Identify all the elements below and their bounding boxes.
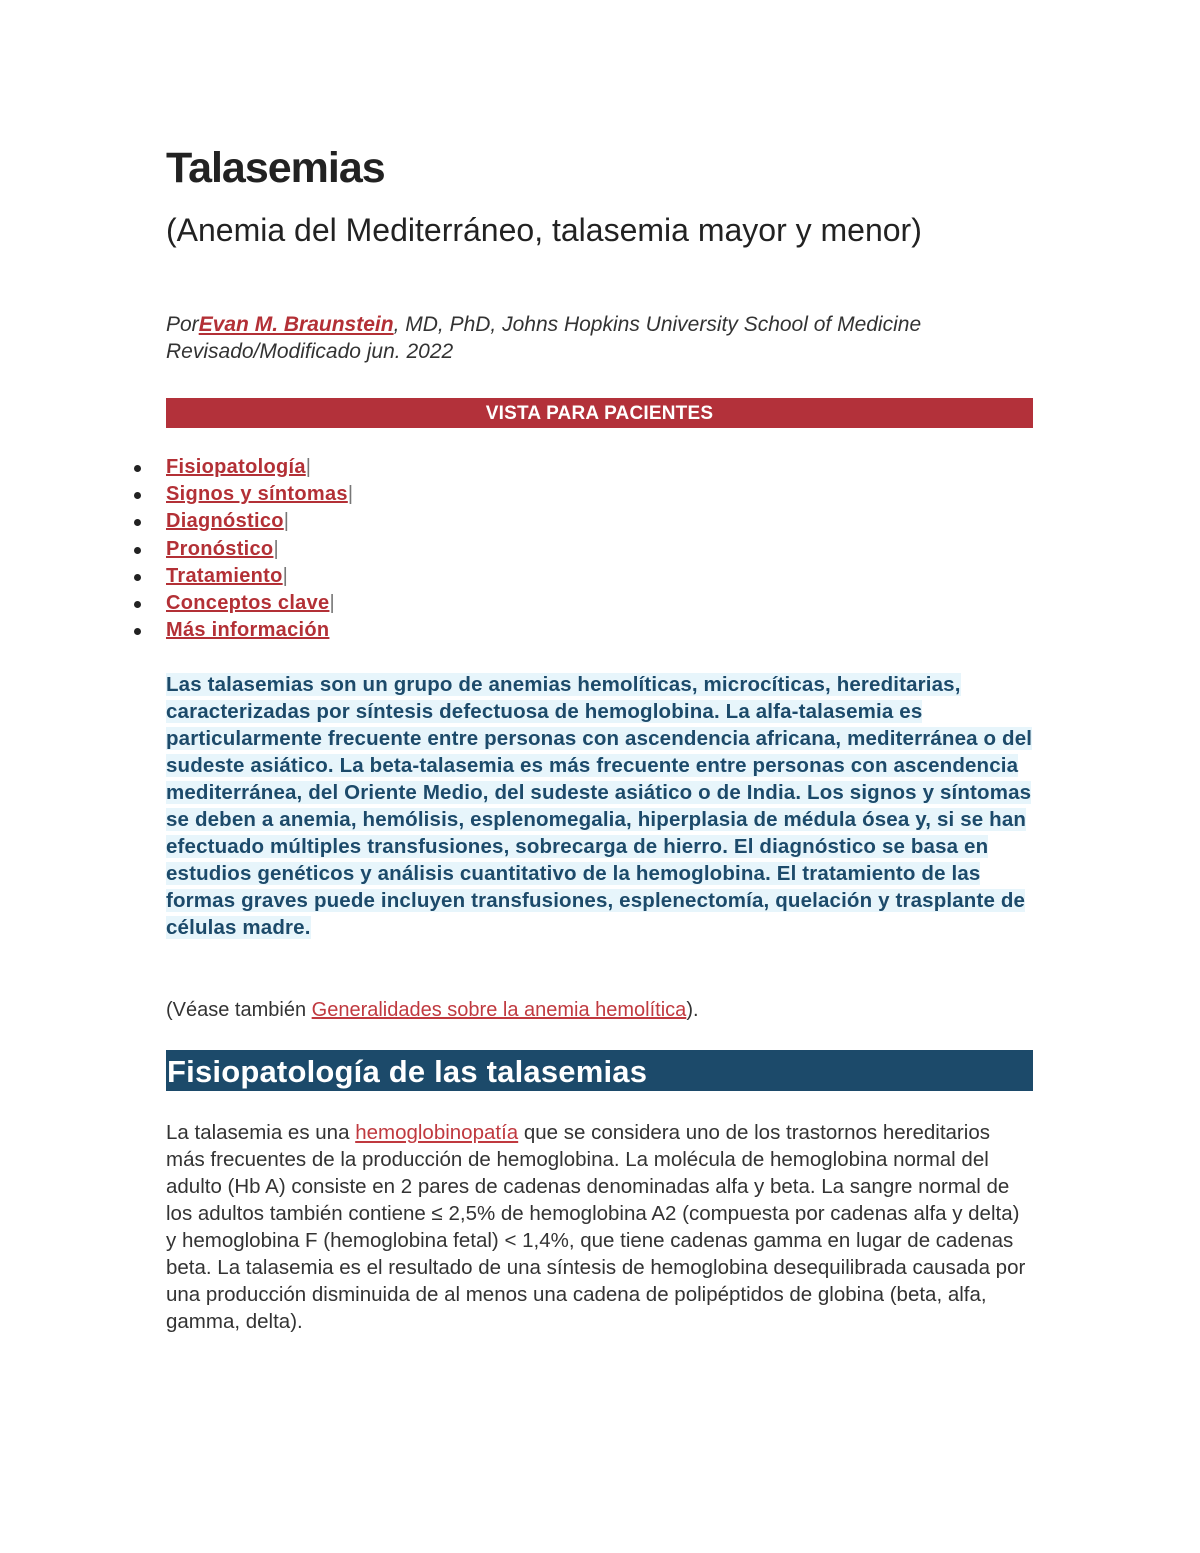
toc-item-signos — [166, 481, 353, 508]
bullet-icon — [134, 601, 141, 608]
toc-item-fisiopatologia — [166, 454, 353, 481]
toc-link[interactable]: Conceptos clave — [166, 591, 330, 614]
toc-separator: | — [329, 591, 335, 614]
summary-box — [166, 671, 1036, 941]
summary-text: Las talasemias son un grupo de anemias hemolíticas, microcíticas, hereditarias, caracterizadas por síntesis defectuosa de hemoglobina. La alfa-talasemia es particularmente frecuente entre personas con ascendencia africana, mediterránea o del sudeste asiático. La beta-talasemia es más frecuente entre personas con ascendencia mediterránea, del Oriente Medio, del sudeste asiático o de India. Los signos y síntomas se deben a anemia, hemólisis, esplenomegalia, hiperplasia de médula ósea y, si se han efectuado múltiples transfusiones, sobrecarga de hierro. El diagnóstico se basa en estudios genéticos y análisis cuantitativo de la hemoglobina. El tratamiento de las formas graves puede incluyen transfusiones, esplenectomía, quelación y trasplante de células madre. — [166, 673, 1033, 939]
toc-link[interactable]: Signos y síntomas — [166, 483, 348, 506]
toc-link[interactable]: Fisiopatología — [166, 456, 306, 478]
toc-item-tratamiento — [166, 563, 353, 590]
toc-link[interactable]: Más información — [166, 619, 330, 642]
bullet-icon — [134, 519, 141, 526]
page-subtitle: (Anemia del Mediterráneo, talasemia mayor y menor) — [166, 212, 922, 248]
toc-separator: | — [282, 564, 288, 587]
toc-link[interactable]: Tratamiento — [166, 564, 283, 587]
toc-separator: | — [273, 537, 279, 560]
author-link[interactable]: Evan M. Braunstein — [198, 313, 394, 336]
toc-item-mas-informacion — [166, 617, 353, 644]
toc-item-pronostico — [166, 536, 353, 563]
bullet-icon — [134, 465, 141, 472]
toc-separator: | — [283, 510, 289, 533]
bullet-icon — [134, 628, 141, 635]
hemoglobinopatia-link[interactable]: hemoglobinopatía — [355, 1121, 519, 1144]
toc-item-diagnostico — [166, 508, 353, 535]
bullet-icon — [134, 492, 141, 499]
revised-date: Revisado/Modificado jun. 2022 — [166, 339, 454, 363]
see-also-before: (Véase también — [166, 999, 312, 1021]
table-of-contents — [166, 454, 353, 644]
see-also — [166, 997, 699, 1024]
body-text-after: que se considera uno de los trastornos hereditarios más frecuentes de la producción de hemoglobina. La molécula de hemoglobina normal del adulto (Hb A) consiste en 2 pares de cadenas denominadas alfa y beta. La sangre normal de los adultos también contiene ≤ 2,5% de hemoglobina A2 (compuesta por cadenas alfa y delta) y hemoglobina F (hemoglobina fetal) < 1,4%, que tiene cadenas gamma en lugar de cadenas beta. La talasemia es el resultado de una síntesis de hemoglobina desequilibrada causada por una producción disminuida de al menos una cadena de polipéptidos de globina (beta, alfa, gamma, delta). — [166, 1121, 1026, 1333]
section-heading: Fisiopatología de las talasemias — [166, 1050, 1033, 1091]
see-also-link[interactable]: Generalidades sobre la anemia hemolítica — [311, 999, 687, 1021]
bullet-icon — [134, 547, 141, 554]
byline — [166, 312, 1006, 365]
see-also-after: ). — [686, 999, 699, 1021]
bullet-icon — [134, 574, 141, 581]
toc-item-conceptos — [166, 590, 353, 617]
toc-link[interactable]: Diagnóstico — [166, 510, 284, 533]
body-text-before: La talasemia es una — [166, 1121, 356, 1144]
toc-separator: | — [305, 456, 311, 478]
byline-prefix: Por — [166, 313, 199, 336]
patient-view-button[interactable]: VISTA PARA PACIENTES — [166, 398, 1033, 428]
toc-separator: | — [347, 483, 354, 506]
byline-credentials: , MD, PhD, Johns Hopkins University School of Medicine — [393, 313, 922, 336]
page-title: Talasemias — [166, 144, 385, 192]
section-body — [166, 1119, 1034, 1335]
toc-link[interactable]: Pronóstico — [166, 537, 274, 560]
